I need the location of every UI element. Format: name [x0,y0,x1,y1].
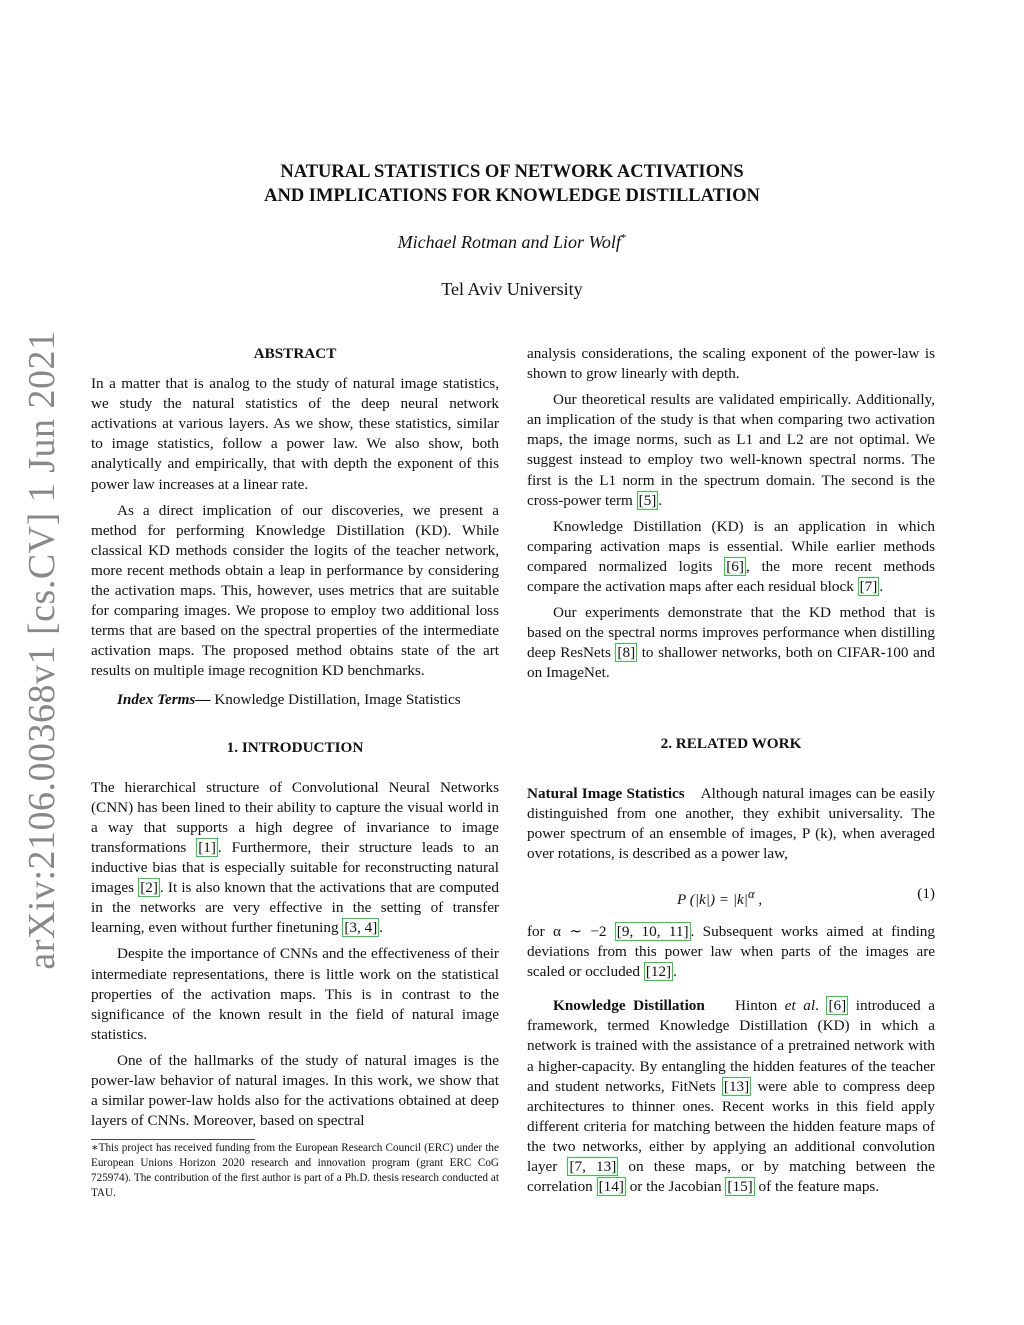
paper-title [0,160,1024,208]
citation-link[interactable]: [3, 4] [344,919,378,937]
citation-link[interactable]: [6] [726,557,744,575]
abstract-heading: ABSTRACT [253,345,337,362]
equation-expression [677,884,762,910]
kd-text-g: of the feature maps. [754,1178,880,1196]
index-terms [91,690,499,710]
natural-image-statistics-paragraph [527,784,935,864]
intro-p1-text-d: . [379,919,384,937]
equation-tail: , [758,891,763,909]
intro-p6-text-a: Our experiments demonstrate that the KD method that is based on the spectral norms improves performance when distilling deep ResNets [527,604,935,662]
left-column [91,344,499,1137]
citation-link[interactable]: [2] [140,879,158,897]
intro-paragraph-1 [91,778,499,939]
intro-p1-text-b: . Furthermore, their structure leads to an inductive bias that is especially suitable for reconstructing natural images [91,838,499,897]
footnote: ∗This project has received funding from the European Research Council (ERC) under the European Unions Horizon 2020 research and innovation program (grant ERC CoG 725974). The contribution of the first author is part of a Ph.D. thesis research conducted at TAU. [91,1142,499,1199]
index-terms-label: Index Terms— [117,690,211,708]
knowledge-distillation-paragraph [527,996,935,1197]
abstract-paragraph-1: In a matter that is analog to the study of natural image statistics, we study the natural statistics of the deep neural network activations at various layers. As we show, these statistics, similar to image statistics, follow a power law. We also show, both analytically and empirically, that with depth the exponent of this power law increases at a linear rate. [91,375,499,493]
index-terms-text: Knowledge Distillation, Image Statistics [214,690,461,708]
kd-text-a: Hinton [735,997,785,1015]
citation-link[interactable]: [15] [727,1178,753,1196]
abstract-paragraph-2: As a direct implication of our discoveries, we present a method for performing Knowledge Distillation (KD). While classical KD methods consider the logits of the teacher network, more recent methods obtain a leap in performance by considering the activation maps. This, however, uses metrics that are suitable for comparing images. We propose to employ two additional loss terms that are based on the spectral properties of the intermediate activation maps. The proposed method obtains state of the art results on multiple image recognition KD benchmarks. [91,501,499,680]
right-column [527,344,935,1203]
intro-p1-text-a: The hierarchical structure of Convolutional Neural Networks (CNN) has been lined to their ability to capture the visual world in a way that supports a high degree of invariance to image transformations [91,778,499,856]
knowledge-distillation-label: Knowledge Distillation [553,997,705,1015]
intro-p5-text-b: , the more recent methods compare the activation maps after each residual block [527,557,935,596]
after-eq-text-b: . Subsequent works aimed at finding deviations from this power law when parts of the images are scaled or occluded [527,922,935,981]
title-line-1: NATURAL STATISTICS OF NETWORK ACTIVATIONS [280,162,744,182]
intro-p5-text-d: . [879,578,884,596]
footnote-rule [91,1139,255,1140]
authors [0,232,1024,253]
intro-paragraph-3: One of the hallmarks of the study of natural images is the power-law behavior of natural images. In this work, we show that a similar power-law holds also for the activations obtained at deep layers of CNNs. Moreover, based on spectral [91,1051,499,1130]
intro-paragraph-4 [527,390,935,511]
citation-link[interactable]: [12] [645,963,672,981]
citation-link[interactable]: [9, 10, 11] [616,922,689,940]
intro-paragraph-5 [527,517,935,597]
affiliation: Tel Aviv University [441,279,583,299]
natural-image-statistics-text: Although natural images can be easily distinguished from one another, they exhibit universality. The power spectrum of an ensemble of images, P (k), when averaged over rotations, is described as a power law, [527,784,936,862]
after-equation-paragraph [527,922,935,982]
citation-link[interactable]: [6] [828,997,847,1015]
citation-link[interactable]: [1] [198,838,216,856]
equation-body: P (|k|) = |k| [677,891,748,909]
equation-number: (1) [917,884,935,902]
author-names: Michael Rotman and Lior Wolf [397,232,621,252]
kd-text-b: . [815,997,827,1015]
kd-et-al: et al [784,997,816,1015]
kd-text-e: on these maps, or by matching between the correlation [527,1158,935,1196]
intro-paragraph-2: Despite the importance of CNNs and the effectiveness of their intermediate representations, there is little work on the statistical properties of the activation maps. This is in contrast to the significance of the known result in the field of natural image statistics. [91,945,499,1043]
citation-link[interactable]: [7] [859,578,878,596]
title-line-2: AND IMPLICATIONS FOR KNOWLEDGE DISTILLATION [264,186,760,206]
intro-p4-text-b: . [658,491,663,509]
equation-1 [527,878,935,910]
citation-link[interactable]: [14] [598,1178,624,1196]
intro-continued-paragraph: analysis considerations, the scaling exponent of the power-law is shown to grow linearly with depth. [527,345,935,383]
related-work-heading: 2. RELATED WORK [660,734,802,752]
natural-image-statistics-label: Natural Image Statistics [527,784,685,802]
after-eq-text-a: for α ∼ −2 [527,922,615,940]
intro-p5-text-a: Knowledge Distillation (KD) is an application in which comparing activation maps is essential. While earlier methods compared normalized logits [527,517,935,575]
after-eq-text-d: . [673,963,677,981]
citation-link[interactable]: [7, 13] [569,1158,617,1175]
citation-link[interactable]: [8] [617,644,636,662]
intro-p4-text-a: Our theoretical results are validated empirically. Additionally, an implication of the study is that when comparing two activation maps, the image norms, such as L1 and L2 are not optimal. We suggest instead to employ two well-known spectral norms. The first is the L1 norm in the spectrum domain. The second is the cross-power term [527,391,935,509]
intro-paragraph-6 [527,603,935,683]
citation-link[interactable]: [13] [723,1077,750,1095]
kd-text-f: or the Jacobian [625,1178,726,1196]
arxiv-identifier-stamp: arXiv:2106.00368v1 [cs.CV] 1 Jun 2021 [21,330,63,970]
author-footnote-mark: * [620,232,627,244]
intro-p1-text-c: . It is also known that the activations that are computed in the networks are very effective in the setting of transfer learning, even without further finetuning [91,879,499,937]
equation-exponent: α [747,886,755,901]
citation-link[interactable]: [5] [638,491,657,509]
introduction-heading: 1. INTRODUCTION [226,738,364,756]
intro-p6-text-b: to shallower networks, both on CIFAR-100 and on ImageNet. [527,644,935,682]
kd-text-c: introduced a framework, termed Knowledge Distillation (KD) in which a network is trained with the assistance of a pretrained network with a higher-capacity. By entangling the hidden features of the teacher and student networks, FitNets [527,997,935,1095]
kd-text-d: were able to compress deep architectures to thinner ones. Recent works in this field apply different criteria for matching between the hidden feature maps of the two networks, either by applying an additional convolution layer [527,1077,935,1175]
